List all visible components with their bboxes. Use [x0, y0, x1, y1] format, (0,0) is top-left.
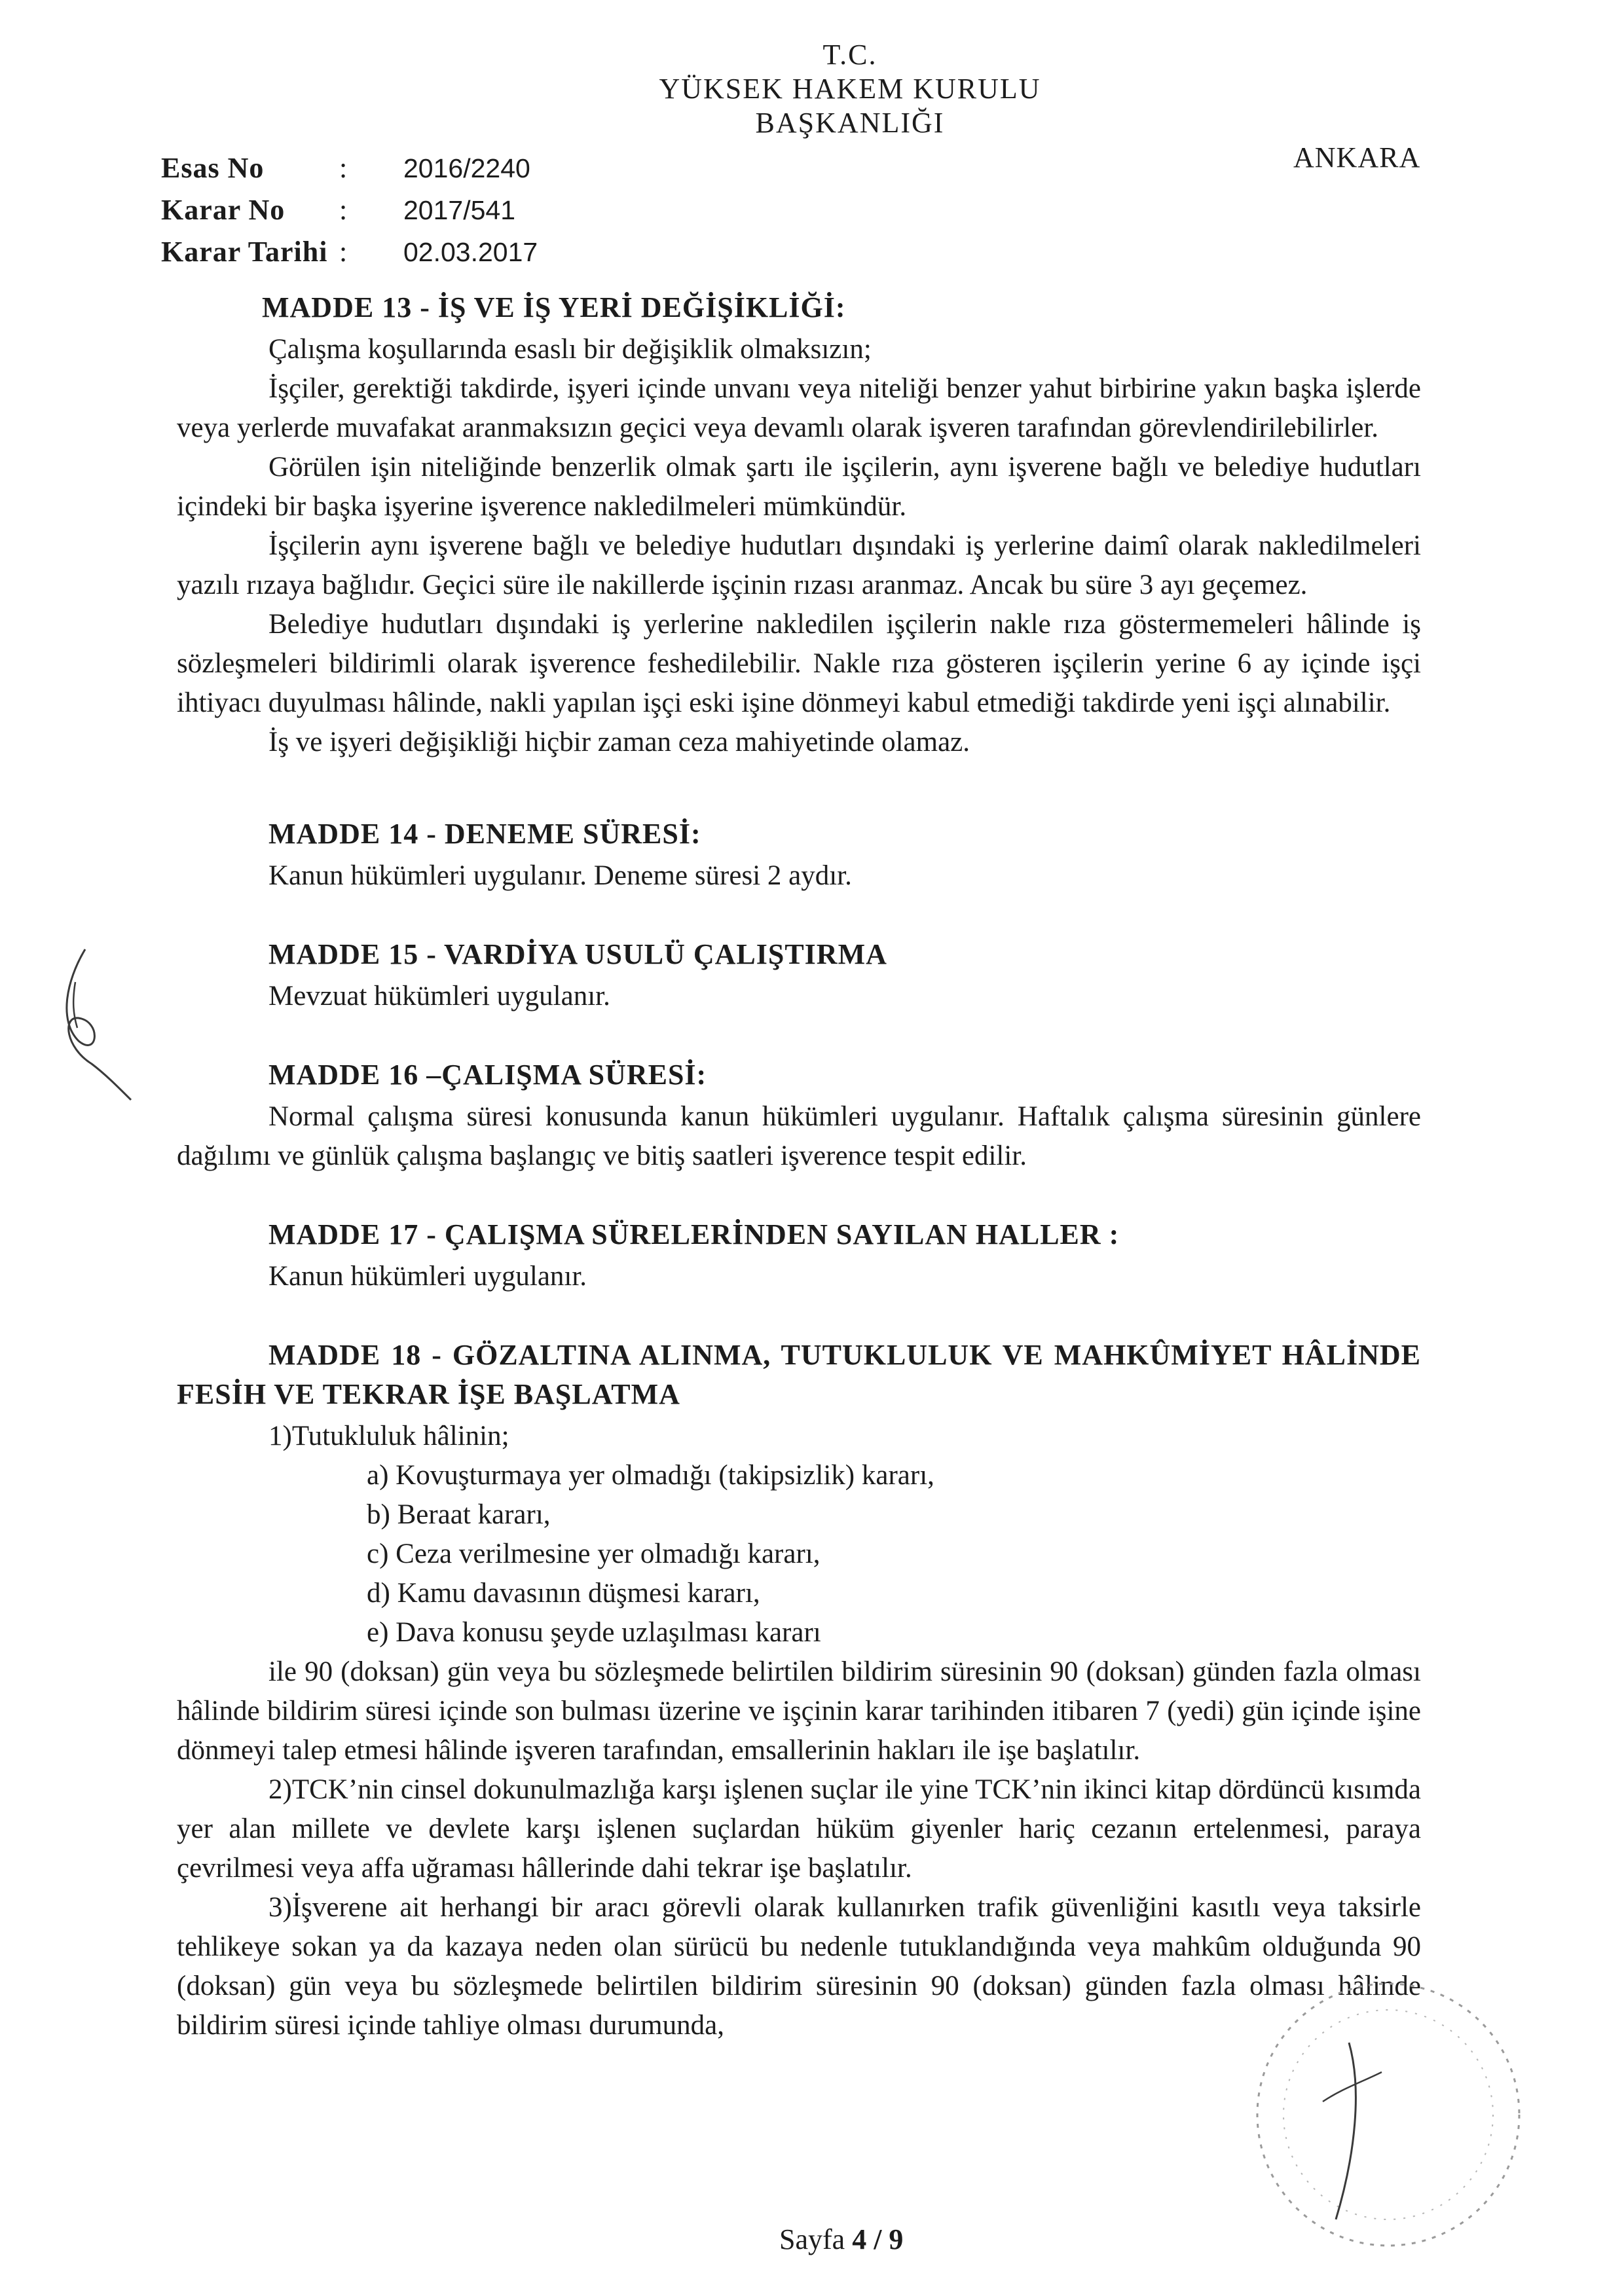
article-15-p1: Mevzuat hükümleri uygulanır.: [268, 981, 610, 1011]
header-city: ANKARA: [1293, 141, 1421, 173]
spacer: [177, 1016, 1421, 1055]
spacer: [177, 896, 1421, 935]
article-14: [177, 814, 1421, 896]
esas-colon: :: [339, 152, 348, 184]
article-18-p1: ile 90 (doksan) gün veya bu sözleşmede belirtilen bildirim süresinin 90 (doksan) günden fazla olması hâlinde bildirim süresi içinde son bulması üzerine ve işçinin karar tarihinden itibaren 7 (yedi) gün içinde işine dönmeyi talep etmesi hâlinde işveren tarafından, emsallerinin hakları ile işe başlatılır.: [177, 1656, 1421, 1766]
article-13-p2: İşçiler, gerektiği takdirde, işyeri içinde unvanı veya niteliği benzer yahut birbirine yakın başka işlerde veya yerlerde muvafakat aranmaksızın geçici veya devamlı olarak işveren tarafından görevlendirilebilirler.: [177, 373, 1421, 443]
article-18-item-e: e) Dava konusu şeyde uzlaşılması kararı: [367, 1617, 821, 1648]
article-13-p1: Çalışma koşullarında esaslı bir değişiklik olmaksızın;: [268, 334, 872, 365]
article-18-p2: 2)TCK’nin cinsel dokunulmazlığa karşı işlenen suçlar ile yine TCK’nin ikinci kitap dördüncü kısımda yer alan millete ve devlete karşı işlenen suçlardan hüküm giyenler hariç cezanın ertelenmesi, paraya çevrilmesi veya affa uğraması hâllerinde dahi tekrar işe başlatılır.: [177, 1774, 1421, 1884]
header-tc: T.C.: [822, 39, 877, 71]
article-13-p5: Belediye hudutları dışındaki iş yerlerine nakledilen işçilerin nakle rıza göstermemeleri hâlinde iş sözleşmeleri bildirimli olarak işverence feshedilebilir. Nakle rıza gösteren işçilerin yerine 6 ay içinde işçi ihtiyacı duyulması hâlinde, nakli yapılan işçi eski işine dönmeyi kabul etmediği takdirde yeni işçi alınabilir.: [177, 609, 1421, 718]
document-body: [177, 288, 1421, 2045]
tarih-label: Karar Tarihi: [161, 236, 328, 268]
article-18-p3: 3)İşverene ait herhangi bir aracı görevli olarak kullanırken trafik güvenliğini kasıtlı veya taksirle tehlikeye sokan ya da kazaya neden olan sürücü bu nedenle tutuklandığında veya mahkûm olduğunda 90 (doksan) gün veya bu sözleşmede belirtilen bildirim süresinin 90 (doksan) günden fazla olması hâlinde bildirim süresi içinde tahliye olması durumunda,: [177, 1892, 1421, 2041]
header-org-line2: BAŞKANLIĞI: [755, 107, 945, 139]
handwritten-initial: [39, 943, 138, 1106]
article-13-title: MADDE 13 - İŞ VE İŞ YERİ DEĞİŞİKLİĞİ:: [262, 291, 846, 323]
spacer: [177, 762, 1421, 814]
article-13-p6: İş ve işyeri değişikliği hiçbir zaman ceza mahiyetinde olamaz.: [268, 727, 970, 757]
article-18-title: MADDE 18 - GÖZALTINA ALINMA, TUTUKLULUK VE MAHKÛMİYET HÂLİNDE FESİH VE TEKRAR İŞE BAŞLATMA: [177, 1339, 1421, 1410]
article-14-title: MADDE 14 - DENEME SÜRESİ:: [268, 818, 701, 850]
article-18-item-b: b) Beraat kararı,: [367, 1499, 551, 1530]
article-15-title: MADDE 15 - VARDİYA USULÜ ÇALIŞTIRMA: [268, 938, 887, 970]
esas-value: 2016/2240: [403, 153, 530, 183]
footer-page-number: 4 / 9: [852, 2223, 904, 2255]
page-footer: [779, 2223, 903, 2256]
article-13: [177, 288, 1421, 762]
article-18-intro: 1)Tutukluluk hâlinin;: [268, 1421, 509, 1451]
footer-prefix: Sayfa: [779, 2223, 853, 2255]
article-16-title: MADDE 16 –ÇALIŞMA SÜRESİ:: [268, 1059, 707, 1091]
article-13-p4: İşçilerin aynı işverene bağlı ve belediye hudutları dışındaki iş yerlerine daimî olarak nakledilmeleri yazılı rızaya bağlıdır. Geçici süre ile nakillerde işçinin rızası aranmaz. Ancak bu süre 3 ayı geçemez.: [177, 530, 1421, 600]
karar-label: Karar No: [161, 194, 286, 226]
esas-label: Esas No: [161, 152, 265, 184]
official-stamp: [1231, 1958, 1532, 2272]
article-17-p1: Kanun hükümleri uygulanır.: [268, 1261, 587, 1292]
spacer: [177, 1176, 1421, 1215]
article-17-title: MADDE 17 - ÇALIŞMA SÜRELERİNDEN SAYILAN HALLER :: [268, 1218, 1120, 1250]
article-15: [177, 935, 1421, 1016]
article-16: [177, 1055, 1421, 1176]
article-18-item-a: a) Kovuşturmaya yer olmadığı (takipsizlik) kararı,: [367, 1460, 934, 1491]
article-13-p3: Görülen işin niteliğinde benzerlik olmak şartı ile işçilerin, aynı işverene bağlı ve belediye hudutları içindeki bir başka işyerine işverence nakledilmeleri mümkündür.: [177, 452, 1421, 522]
tarih-colon: :: [339, 236, 348, 268]
karar-value: 2017/541: [403, 195, 516, 225]
article-14-p1: Kanun hükümleri uygulanır. Deneme süresi 2 aydır.: [268, 860, 852, 891]
tarih-value: 02.03.2017: [403, 237, 538, 267]
article-18-item-d: d) Kamu davasının düşmesi kararı,: [367, 1578, 760, 1609]
article-16-p1: Normal çalışma süresi konusunda kanun hükümleri uygulanır. Haftalık çalışma süresinin günlere dağılımı ve günlük çalışma başlangıç ve bitiş saatleri işverence tespit edilir.: [177, 1101, 1421, 1171]
karar-colon: :: [339, 194, 348, 226]
article-17: [177, 1215, 1421, 1296]
spacer: [177, 1296, 1421, 1336]
article-18: [177, 1336, 1421, 2045]
article-18-item-c: c) Ceza verilmesine yer olmadığı kararı,: [367, 1539, 821, 1569]
header-org-line1: YÜKSEK HAKEM KURULU: [659, 73, 1041, 105]
